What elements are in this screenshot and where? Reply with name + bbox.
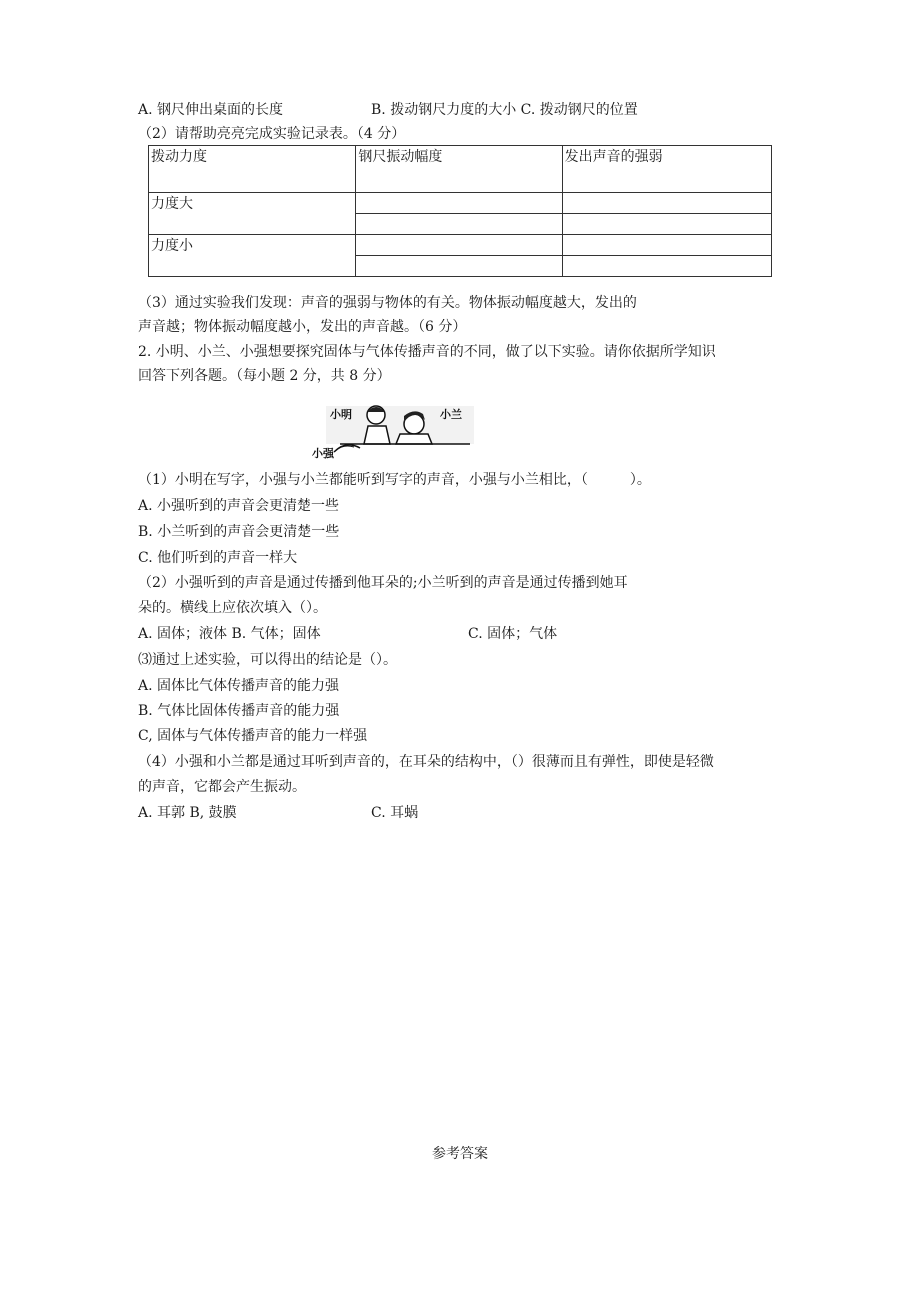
q2-p4-option-c: C. 耳蜗 [371,805,419,821]
table-cell-empty [356,214,562,235]
q1-part3-line2: 声音越；物体振动幅度越小，发出的声音越。（6 分） [138,319,467,335]
label-xiaolan: 小兰 [440,408,462,421]
q1-part2-title: （2）请帮助亮亮完成实验记录表。（4 分） [138,126,406,142]
table-row-label: 力度大 [149,193,356,235]
table-header-row [149,146,772,193]
label-xiaoqiang: 小强 [312,447,334,460]
table-cell-empty [562,256,771,277]
q2-p4-option-ab: A. 耳郭 B, 鼓膜 [138,805,237,821]
table-header-cell: 钢尺振动幅度 [356,146,562,193]
q2-p1-option-a: A. 小强听到的声音会更清楚一些 [138,498,340,514]
q2-intro-line2: 回答下列各题。（每小题 2 分，共 8 分） [138,368,391,384]
q2-p2-option-ab: A. 固体；液体 B. 气体；固体 [138,626,321,642]
q1-option-a: A. 钢尺伸出桌面的长度 [138,102,284,118]
q2-p4-stem2: 的声音，它都会产生振动。 [138,779,306,795]
child-figure-xiaoqiang [334,445,360,452]
q1-option-bc: B. 拨动钢尺力度的大小 C. 拨动钢尺的位置 [371,102,638,118]
q2-intro-line1: 2. 小明、小兰、小强想要探究固体与气体传播声音的不同，做了以下实验。请你依据所学知识 [138,344,716,360]
table-row [149,193,772,214]
q1-part3-line1: （3）通过实验我们发现：声音的强弱与物体的有关。物体振动幅度越大，发出的 [138,295,637,311]
label-xiaoming: 小明 [330,408,352,421]
table-cell-empty [562,193,771,214]
q2-p2-option-c: C. 固体；气体 [468,626,558,642]
table-header-cell: 拨动力度 [149,146,356,193]
table-header-cell: 发出声音的强弱 [562,146,771,193]
q2-p2-stem1: （2）小强听到的声音是通过传播到他耳朵的;小兰听到的声音是通过传播到她耳 [138,575,628,591]
q2-p2-stem2: 朵的。横线上应依次填入（）。 [138,600,327,616]
q2-p3-option-a: A. 固体比气体传播声音的能力强 [138,678,340,694]
q2-p3-option-c: C, 固体与气体传播声音的能力一样强 [138,728,368,744]
table-cell-empty [562,235,771,256]
table-cell-empty [356,256,562,277]
table-cell-empty [356,193,562,214]
q2-p3-stem: ⑶通过上述实验，可以得出的结论是（）。 [138,652,397,668]
table-cell-empty [562,214,771,235]
table-row-label: 力度小 [149,235,356,277]
record-table [148,145,772,277]
q2-p1-option-c: C. 他们听到的声音一样大 [138,550,298,566]
q2-p1-stem: （1）小明在写字，小强与小兰都能听到写字的声音，小强与小兰相比，（ ）。 [138,472,651,488]
q2-p3-option-b: B. 气体比固体传播声音的能力强 [138,703,340,719]
q2-p1-option-b: B. 小兰听到的声音会更清楚一些 [138,524,340,540]
table-cell-empty [356,235,562,256]
q2-p4-stem1: （4）小强和小兰都是通过耳听到声音的，在耳朵的结构中，（）很薄而且有弹性，即使是轻微 [138,754,714,770]
experiment-illustration [310,400,475,462]
answer-heading: 参考答案 [432,1146,488,1162]
table-row [149,235,772,256]
